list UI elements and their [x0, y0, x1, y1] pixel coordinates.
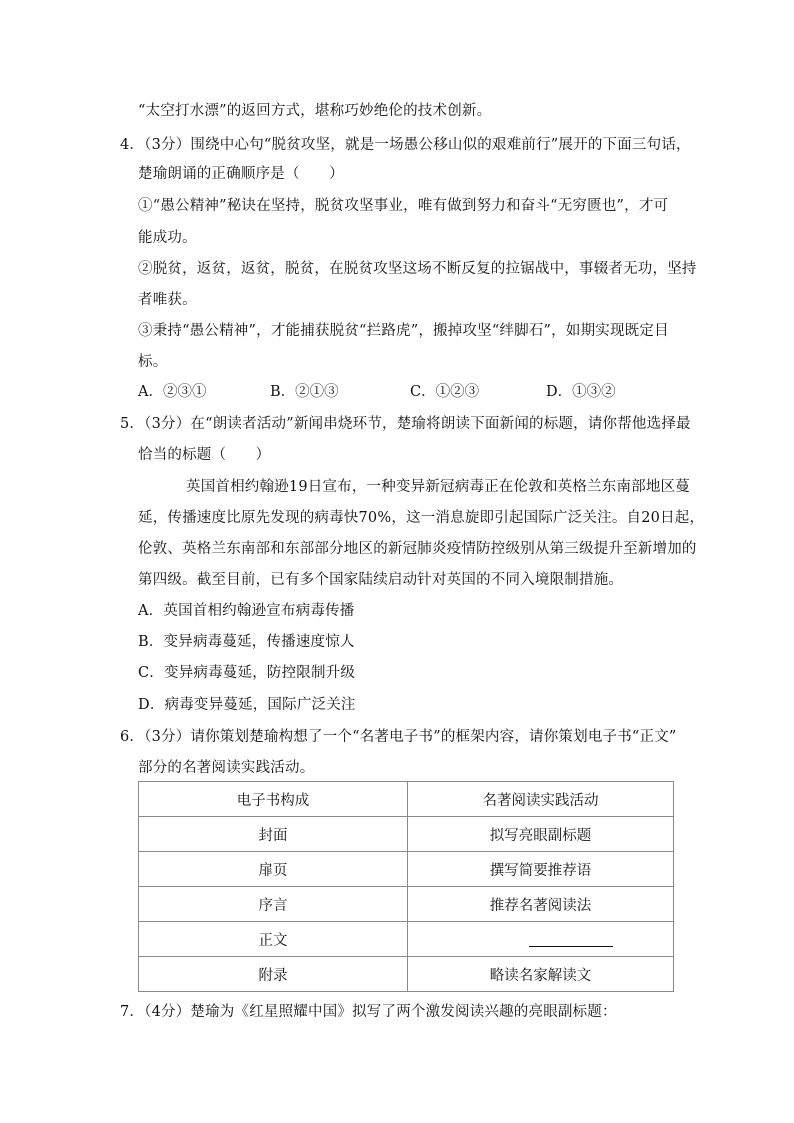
table-header-cell: 名著阅读实践活动 [408, 782, 674, 817]
ebook-framework-table [138, 781, 674, 992]
q4-sentence3-line2: 标。 [138, 354, 168, 370]
previous-answer-line: “太空打水漂”的返回方式，堪称巧妙绝伦的技术创新。 [138, 103, 492, 119]
table-row [139, 817, 674, 852]
q4-sentence3-line1: ③秉持“愚公精神”，才能捕获脱贫“拦路虎”，搬掉攻坚“绊脚石”，如期实现既定目 [138, 323, 669, 339]
q4-option-a[interactable]: A．②③① [138, 384, 207, 400]
table-header-row [139, 782, 674, 817]
answer-blank-cell[interactable] [408, 922, 674, 957]
q5-option-a[interactable]: A．英国首相约翰逊宣布病毒传播 [138, 603, 355, 619]
q4-option-d[interactable]: D．①③② [546, 384, 616, 400]
q4-sentence1-line1: ①“愚公精神”秘诀在坚持，脱贫攻坚事业，唯有做到努力和奋斗“无穷匮也”，才可 [138, 198, 669, 214]
q4-sentence2-line2: 者唯获。 [138, 292, 197, 308]
table-cell: 序言 [139, 887, 408, 922]
q5-option-c[interactable]: C．变异病毒蔓延，防控限制升级 [138, 665, 356, 681]
q5-stem-line1: 5．（3分）在“朗读者活动”新闻串烧环节，楚瑜将朗读下面新闻的标题，请你帮他选择最 [120, 416, 691, 432]
q4-sentence2-line1: ②脱贫，返贫，返贫，脱贫，在脱贫攻坚这场不断反复的拉锯战中，事辍者无功，坚持 [138, 261, 697, 277]
q5-news-line2: 延，传播速度比原先发现的病毒快70%，这一消息旋即引起国际广泛关注。自20日起， [138, 510, 705, 526]
q6-stem-line1: 6．（3分）请你策划楚瑜构想了一个“名著电子书”的框架内容，请你策划电子书“正文” [120, 729, 677, 745]
table-row [139, 922, 674, 957]
table-cell: 拟写亮眼副标题 [408, 817, 674, 852]
table-row [139, 852, 674, 887]
table-cell: 扉页 [139, 852, 408, 887]
table-row [139, 957, 674, 992]
table-cell: 正文 [139, 922, 408, 957]
q4-stem-line2: 楚瑜朗诵的正确顺序是（ ） [138, 166, 344, 182]
table-header-cell: 电子书构成 [139, 782, 408, 817]
q4-option-b[interactable]: B．②①③ [270, 384, 339, 400]
table-cell: 封面 [139, 817, 408, 852]
q5-news-line4: 第四级。截至目前，已有多个国家陆续启动针对英国的不同入境限制措施。 [138, 572, 624, 588]
q4-options [138, 382, 658, 402]
table-cell: 附录 [139, 957, 408, 992]
table-cell: 略读名家解读文 [408, 957, 674, 992]
q4-sentence1-line2: 能成功。 [138, 230, 197, 246]
table-row [139, 887, 674, 922]
q5-news-line3: 伦敦、英格兰东南部和东部部分地区的新冠肺炎疫情防控级别从第三级提升至新增加的 [138, 541, 697, 557]
q4-stem-line1: 4．（3分）围绕中心句“脱贫攻坚，就是一场愚公移山似的艰难前行”展开的下面三句话， [120, 137, 691, 153]
answer-blank-line[interactable] [529, 932, 613, 947]
q7-stem-line1: 7．（4分）楚瑜为《红星照耀中国》拟写了两个激发阅读兴趣的亮眼副标题： [120, 1004, 617, 1020]
q4-option-c[interactable]: C．①②③ [410, 384, 480, 400]
q5-option-d[interactable]: D．病毒变异蔓延，国际广泛关注 [138, 697, 356, 713]
q5-stem-line2: 恰当的标题（ ） [138, 447, 271, 463]
q5-option-b[interactable]: B．变异病毒蔓延，传播速度惊人 [138, 634, 355, 650]
q5-news-line1: 英国首相约翰逊19日宣布，一种变异新冠病毒正在伦敦和英格兰东南部地区蔓 [186, 479, 690, 495]
q6-stem-line2: 部分的名著阅读实践活动。 [138, 760, 315, 776]
table-cell: 撰写简要推荐语 [408, 852, 674, 887]
table-cell: 推荐名著阅读法 [408, 887, 674, 922]
